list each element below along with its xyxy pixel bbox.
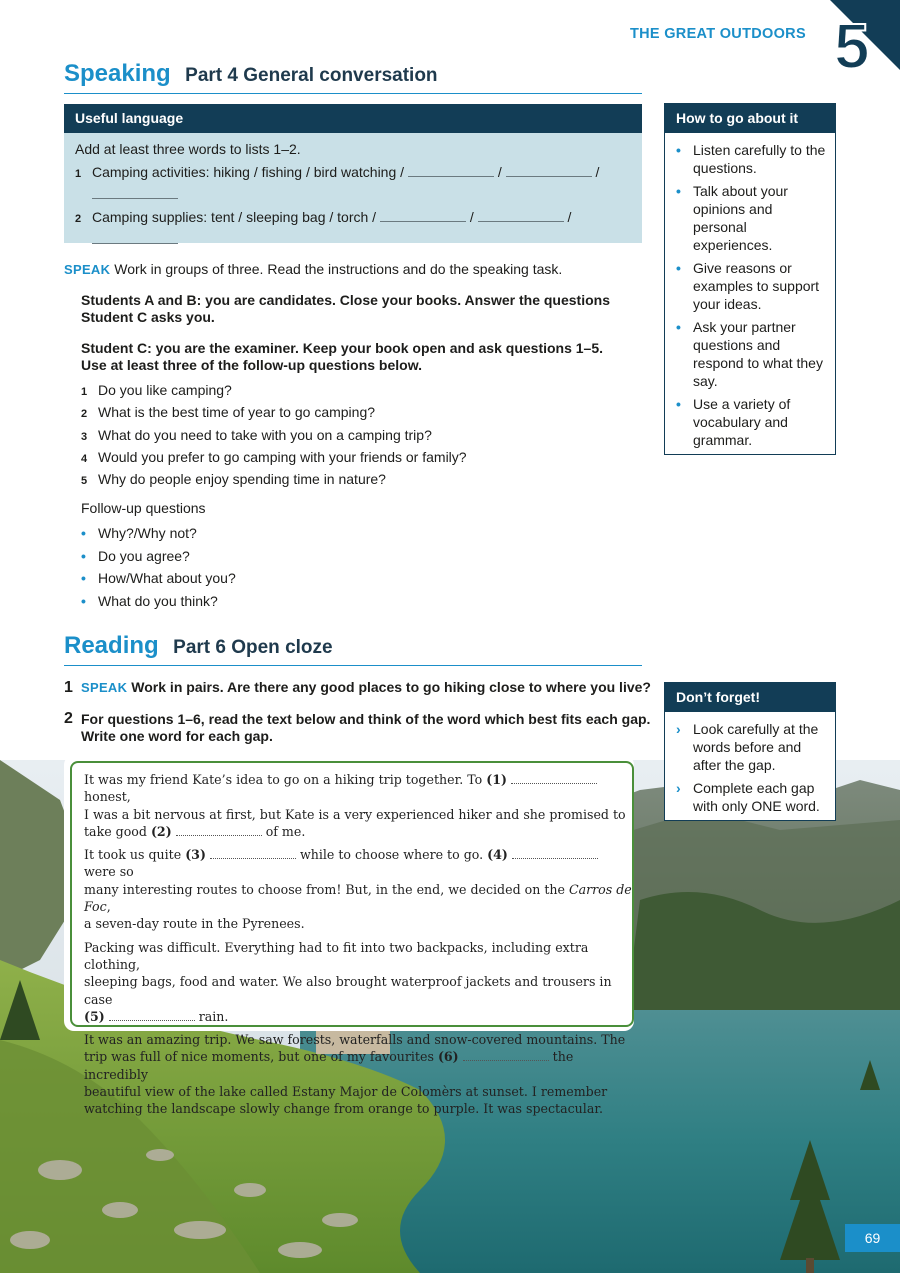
unit-number: 5: [834, 10, 870, 70]
chevron-right-icon: ›: [676, 780, 681, 796]
dont-forget-heading: Don’t forget!: [665, 683, 835, 712]
answer-blank[interactable]: [408, 164, 494, 177]
gap-input[interactable]: [511, 772, 597, 784]
gap-input[interactable]: [463, 1049, 549, 1061]
student-c-instruction: Student C: you are the examiner. Keep your book open and ask questions 1–5. Use at least three of the follow-up questions below.: [81, 340, 604, 373]
answer-blank[interactable]: [380, 209, 466, 222]
followup-item: • Do you agree?: [81, 548, 190, 564]
followup-item: • What do you think?: [81, 593, 218, 609]
cloze-paragraph: It was my friend Kate’s idea to go on a hiking trip together. To (1) honest, I was a bit nervous at first, but Kate is a very experienced hiker and she promised to take good (2) of me.: [84, 772, 626, 839]
unit-number-badge: [830, 0, 900, 70]
reading-subtitle: Part 6 Open cloze: [173, 637, 333, 658]
tip-item: • Use a variety of vocabulary and grammar.: [676, 396, 791, 448]
bullet-icon: •: [81, 525, 86, 541]
reading-task-2: 2 For questions 1–6, read the text below and think of the word which best fits each gap. Write one word for each gap.: [64, 710, 651, 744]
bullet-icon: •: [676, 396, 681, 412]
question-item: 5 Why do people enjoy spending time in nature?: [81, 471, 386, 487]
bullet-icon: •: [676, 319, 681, 335]
students-ab-instruction: Students A and B: you are candidates. Close your books. Answer the questions Student C asks you.: [81, 292, 610, 325]
question-item: 2 What is the best time of year to go camping?: [81, 404, 376, 420]
answer-blank[interactable]: [478, 209, 564, 222]
followup-item: • Why?/Why not?: [81, 525, 197, 541]
speaking-subtitle: Part 4 General conversation: [185, 65, 438, 86]
useful-language-heading: Useful language: [64, 104, 642, 133]
bullet-icon: •: [81, 593, 86, 609]
cloze-text: [70, 761, 634, 1117]
page-number: 69: [845, 1224, 900, 1252]
cloze-paragraph: It was an amazing trip. We saw forests, waterfalls and snow-covered mountains. The trip was full of nice moments, but one of my favourites (6) the incredibly beautiful view of the lake called Estany Major de Colomèrs at sunset. I remember watching the landscape slowly change from orange to purple. It was spectacular.: [84, 1032, 626, 1117]
how-to-heading: How to go about it: [665, 104, 835, 133]
bullet-icon: •: [81, 570, 86, 586]
speak-task: SPEAK Work in groups of three. Read the instructions and do the speaking task.: [64, 261, 563, 277]
bullet-icon: •: [676, 142, 681, 158]
useful-language-item: 1 Camping activities: hiking / fishing / bird watching / / /: [75, 163, 631, 203]
tip-item: • Listen carefully to the questions.: [676, 142, 826, 176]
gap-input[interactable]: [109, 1009, 195, 1021]
bullet-icon: •: [676, 260, 681, 276]
question-item: 4 Would you prefer to go camping with your friends or family?: [81, 449, 467, 465]
tip-item: • Talk about your opinions and personal experiences.: [676, 183, 788, 253]
bullet-icon: •: [676, 183, 681, 199]
speaking-title: Speaking: [64, 60, 171, 87]
gap-input[interactable]: [512, 847, 598, 859]
useful-language-item: 2 Camping supplies: tent / sleeping bag / torch / / /: [75, 208, 631, 248]
tip-item: › Complete each gap with only ONE word.: [676, 780, 820, 814]
answer-blank[interactable]: [92, 186, 178, 199]
gap-input[interactable]: [210, 847, 296, 859]
cloze-paragraph: Packing was difficult. Everything had to fit into two backpacks, including extra clothing, sleeping bags, food and water. We also brought waterproof jackets and trousers in case (5) rain.: [84, 939, 612, 1024]
tip-item: • Give reasons or examples to support your ideas.: [676, 260, 820, 312]
speak-label: SPEAK: [64, 262, 111, 277]
useful-language-box: [64, 104, 642, 243]
followup-item: • How/What about you?: [81, 570, 236, 586]
reading-task-1: 1 SPEAK Work in pairs. Are there any good places to go hiking close to where you live?: [64, 679, 651, 696]
unit-title: THE GREAT OUTDOORS: [630, 26, 806, 42]
bullet-icon: •: [81, 548, 86, 564]
how-to-box: [664, 103, 836, 455]
tip-item: • Ask your partner questions and respond to what they say.: [676, 319, 823, 389]
speak-label: SPEAK: [81, 680, 128, 695]
cloze-paragraph: It took us quite (3) while to choose where to go. (4) were so many interesting routes to choose from! But, in the end, we decided on the Carros de Foc, a seven-day route in the Pyrenees.: [84, 847, 632, 932]
reading-title: Reading: [64, 632, 159, 659]
answer-blank[interactable]: [506, 164, 592, 177]
question-item: 3 What do you need to take with you on a camping trip?: [81, 427, 432, 443]
gap-input[interactable]: [176, 824, 262, 836]
chevron-right-icon: ›: [676, 721, 681, 737]
tip-item: › Look carefully at the words before and after the gap.: [676, 721, 819, 773]
answer-blank[interactable]: [92, 231, 178, 244]
useful-language-instruction: Add at least three words to lists 1–2.: [75, 141, 301, 157]
followup-heading: Follow-up questions: [81, 500, 206, 516]
speaking-section-title: [64, 60, 642, 94]
dont-forget-box: [664, 682, 836, 821]
reading-section-title: [64, 632, 642, 666]
cloze-text-panel: [64, 755, 634, 1117]
question-item: 1 Do you like camping?: [81, 382, 232, 398]
